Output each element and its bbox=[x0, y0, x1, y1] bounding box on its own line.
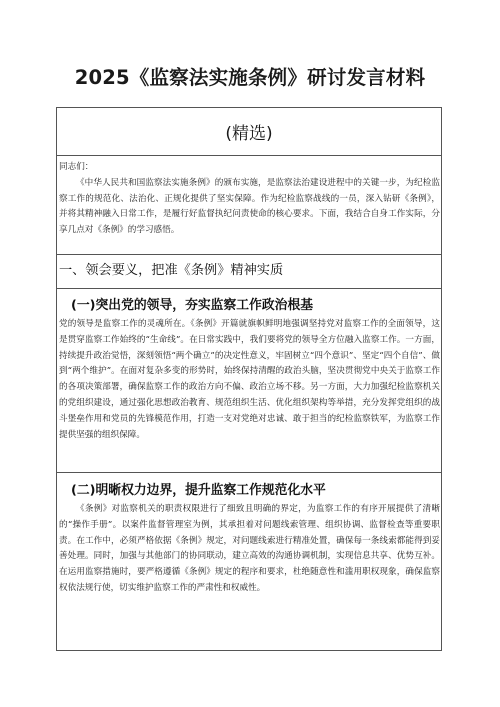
paragraph-2: 《条例》对监察机关的职责权限进行了细致且明确的界定，为监察工作的有序开展提供了清晰的“操作手册”。以案件监督管理室为例，其承担着对问题线索管理、组织协调、监督检查等重要职责。在工作中，必须严格依据《条例》规定，对问题线索进行精准处置，确保每一条线索都能得到妥善处理。同时，加强与其他部门的协同联动，建立高效的沟通协调机制，实现信息共享、优势互补。在运用监察措施时，要严格遵循《条例》规定的程序和要求，杜绝随意性和滥用职权现象，确保监察权依法规行使，切实维护监察工作的严肃性和权威性。 bbox=[59, 504, 440, 593]
intro-block bbox=[59, 160, 440, 239]
rule-3 bbox=[57, 472, 441, 473]
rule-1 bbox=[57, 254, 441, 255]
subsection-text-1 bbox=[59, 317, 440, 443]
subtitle: (精选) bbox=[225, 124, 273, 144]
section-heading-1: 一、领会要义，把准《条例》精神实质 bbox=[59, 263, 284, 278]
greeting: 同志们： bbox=[59, 162, 94, 172]
intro-paragraph: 《中华人民共和国监察法实施条例》的颁布实施，是监察法治建设进程中的关键一步，为纪检监察工作的规范化、法治化、正规化提供了坚实保障。作为纪检监察战线的一员，深入钻研《条例》，并将其精神融入日常工作，是履行好监督执纪问责使命的核心要求。下面，我结合自身工作实际，分享几点对《条例》的学习感悟。 bbox=[59, 177, 440, 236]
subsection-text-2 bbox=[59, 502, 440, 597]
rule-2 bbox=[57, 288, 441, 289]
paragraph-1: 党的领导是监察工作的灵魂所在。《条例》开篇就旗帜鲜明地强调坚持党对监察工作的全面领导，这是贯穿监察工作始终的“生命线”。在日常实践中，我们要将党的领导全方位融入监察工作。一方面，持续提升政治觉悟，深刻领悟“两个确立”的决定性意义，牢固树立“四个意识”、坚定“四个自信”、做到“两个维护”。在面对复杂多变的形势时，始终保持清醒的政治头脑，坚决贯彻党中央关于监察工作的各项决策部署，确保监察工作的政治方向不偏、政治立场不移。另一方面，大力加强纪检监察机关的党组织建设，通过强化思想政治教育、规范组织生活、优化组织架构等举措，充分发挥党组织的战斗堡垒作用和党员的先锋模范作用，打造一支对党绝对忠诚、敢于担当的纪检监察铁军，为监察工作提供坚强的组织保障。 bbox=[59, 319, 440, 440]
subtitle-row bbox=[57, 108, 441, 156]
document-title: 2025《监察法实施条例》研讨发言材料 bbox=[74, 66, 426, 89]
content-frame bbox=[56, 107, 442, 651]
subsection-heading-1: (一)突出党的领导，夯实监察工作政治根基 bbox=[71, 298, 314, 313]
subsection-heading-2: (二)明晰权力边界，提升监察工作规范化水平 bbox=[71, 483, 326, 498]
